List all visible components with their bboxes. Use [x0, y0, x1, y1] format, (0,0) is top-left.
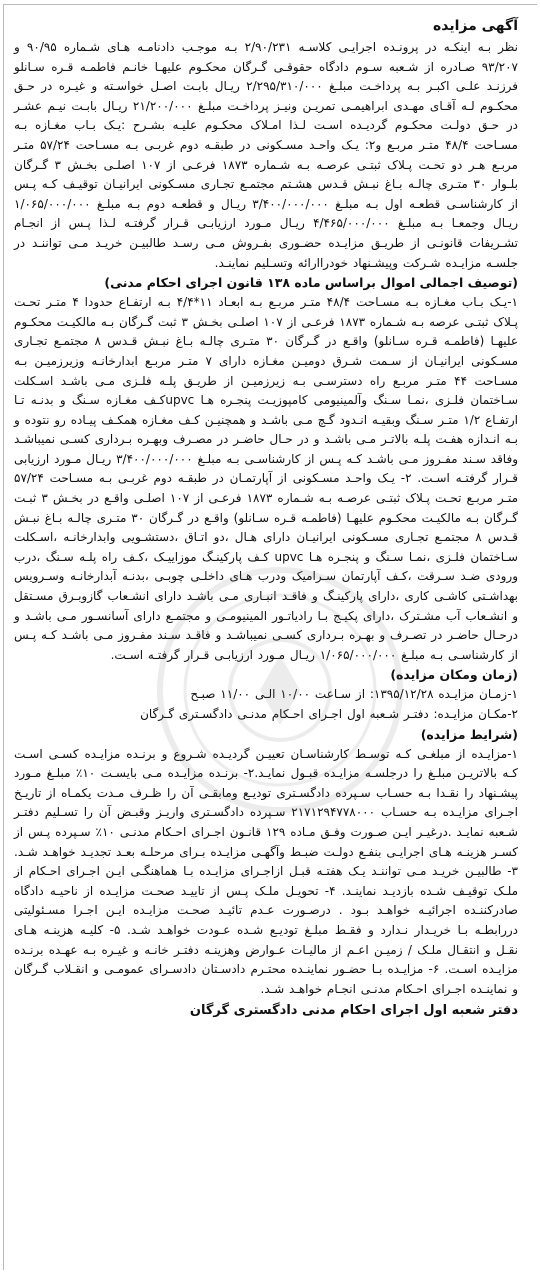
conditions-paragraph: ۱-مزایـده از مبلغـی کـه توسـط کارشناسـان تعییـن گردیـده شـروع و برنـده مزایـده کسـی اسـت کـه بالاتریـن مبلـغ را درجلسـه مزایـده قبـول نمایـد.۲- برنـده مزایـده مـی بایسـت ۱۰٪ مبلـغ مـورد پیشـنهاد را نقـدا بـه حسـاب سـپرده دادگسـتری تودیـع ومابقـی آن را ظـرف مـدت یکمـاه از تاریـخ اجـرای مزایـده بـه حسـاب ۲۱۷۱۲۹۴۷۷۸۰۰۰ سـپرده دادگسـتری واریـز وقبـض آن را تسـلیم دفتـر شـعبه نمایـد .درغیـر ایـن صـورت وفـق مـاده ۱۲۹ قانـون اجـرای احـکام مدنـی ۱۰٪ سـپرده پـس از کسـر هزینـه هـای اجرایـی بنفـع دولـت ضبـط وآگهـی مزایـده بـرای مرحلـه بعـد تجدیـد خواهـد شـد. ۳- طالبیـن خریـد مـی تواننـد یـک هفتـه قبـل ازاجـرای مزایـده بـا هماهنگـی ایـن اجـرای احـکام از ملـک توقیـف شـده بازدیـد نماینـد. ۴- تحویـل ملـک پـس از تاییـد صحـت مزایـده از ناحیـه دادگاه صادرکننـده اجرائیـه خواهـد بـود . درصـورت عـدم تائیـد صحـت مزایـده ایـن اجـرا مسـئولیتی دررابطـه بـا خریـدار نـدارد و فقـط مبلـغ تودیـع شـده عـودت خواهـد شـد. ۵- کلیـه هزینـه هـای نقـل و انتقـال ملـک / زمیـن اعـم از مالیـات عـوارض وهزینـه دفتـر خانـه و غیـره بـه عهـده برنـده مزایـده اسـت. ۶- مزایـده بـا حضـور نماینـده محتـرم دادسـتان دادسـرای عمومـی و انقـلاب گـرگان و نماینـده اجـرای احـکام مدنـی انجـام خواهـد شـد. — [14, 746, 519, 996]
intro-paragraph: نظر بـه اینکـه در پرونـده اجرایـی کلاسـه ۲/۹۰/۲۳۱ بـه موجـب دادنامـه هـای شـماره ۹۰/۹۵ و ۹۳/۲۰۷ صـادره از شـعبه سـوم دادگاه حقوقـی گـرگان محکـوم علیهـا خانـم فاطمـه قـره سـانلو فرزنـد علـی اکبـر بـه پرداخـت مبلـغ ۲/۲۹۵/۳۱۰/۰۰۰ ریـال بابـت اصـل خواسـته و غیـره در حـق محکـوم لـه آقـای مهـدی ابراهیمـی تمریـن ونیـز پرداخـت مبلـغ ۲۱/۲۰۰/۰۰۰ ریـال بابـت نیـم عشـر در حـق دولـت محکـوم گردیـده اسـت لـذا امـلاک محکـوم علیـه بشـرح :یـک بـاب مغـازه بـه مسـاحت ۴۸/۴ متـر مربـع و۲: یـک واحـد مسـکونی در طبقـه دوم غربـی بـه مسـاحت ۵۷/۲۴ متـر مربـع هـر دو تحـت پـلاک ثبتـی عرصـه بـه شـماره ۱۸۷۳ فرعـی از ۱۰۷ اصلـی بخـش ۳ گـرگان بلـوار ۳۰ متـری چالـه بـاغ نبـش قـدس هشـتم مجتمـع تجـاری مسـکونی ایرانیـان توقیـف کـه پـس از کارشناسـی قطعـه اول بـه مبلـغ ۳/۴۰۰/۰۰۰/۰۰۰ ریـال و قطعـه دوم بـه مبلـغ ۱/۰۶۵/۰۰۰/۰۰۰ ریـال وجمعـا بـه مبلـغ ۴/۴۶۵/۰۰۰/۰۰۰ ریـال مـورد ارزیابـی قـرار گرفتـه لـذا پـس از انجـام تشـریفات قانونـی از طریـق مزایـده حضـوری بفـروش مـی رسـد طالبیـن خریـد مـی تواننـد در جلسـه مزایـده شـرکت وپیشـنهاد خودراارائه وتسـلیم نماینـد. — [14, 40, 518, 270]
description-heading: (توصیف اجمالی اموال براساس ماده ۱۳۸ قانون اجرای احکام مدنی) — [104, 275, 518, 291]
top-border — [3, 4, 537, 5]
description-paragraph: ۱-یـک بـاب مغـازه بـه مسـاحت ۴۸/۴ متـر مربـع بـه ابعـاد ۱۱*۴/۴ بـه ارتفـاع حدودا ۴ متـر تحـت پـلاک ثبتـی عرصه بـه شـماره ۱۸۷۳ فرعـی از ۱۰۷ اصلـی بخـش ۳ ثبت گـرگان بـه مالکیـت محکـوم علیهـا (فاطمـه قـره سـانلو) واقـع در گـرگان ۳۰ متـری چالـه بـاغ نبـش قـدس ۸ مجتمـع تجـاری مسـکونی ایرانیـان از سـمت شـرق دومیـن مغـازه دارای ۷ متـر مربـع ابدارخانـه وزیرزمیـن بـه مسـاحت ۴۴ متـر مربـع راه دسترسـی بـه زیرزمیـن از طریـق پلـه فلـزی مـی باشـد اسـکلت سـاختمان فلـزی ،نمـا سـنگ وآلمینیومی کامپوزیـت پنجـره هـا upvcکـف مغـازه سـنگ و بدنـه تـا ارتفـاع ۱/۲ متـر سـنگ وبقیـه انـدود گـچ مـی باشـد و همچنیـن کـف مغـازه همکـف پیـاده رو نتوده و بـه انـدازه هفـت پلـه بالاتـر مـی باشـد و در حـال حاضـر در مصـرف وبهـره بـرداری کسـی نمیباشـد وفاقد سـند مفـروز مـی باشـد کـه پـس از کارشناسـی بـه مبلـغ ۳/۴۰۰/۰۰۰/۰۰۰ ریـال مـورد ارزیابی قـرار گرفتـه اسـت. ۲- یـک واحـد مسـکونی از آپارتمـان در طبقـه دوم غربـی بـه مسـاحت ۵۷/۲۴ متـر مربـع تحـت پـلاک ثبتـی عرصـه بـه شـماره ۱۸۷۳ فرعـی از ۱۰۷ اصلـی واقـع در بخـش ۳ ثبـت گـرگان بـه مالکیـت محکـوم علیهـا (فاطمـه قـره سـانلو) واقـع در گـرگان ۳۰ متـری چالـه بـاغ نبـش قـدس ۸ مجتمـع تجـاری مسـکونی ایرانیـان دارای هـال ،دو اتـاق ،دستشـویی وابدارخانـه ،اسـکلت سـاختمان فلـزی ،نمـا سـنگ و پنجـره هـا upvc کـف پارکینـگ موزاییـک ،کـف راه پلـه سـنگ ،درب ورودی ضـد سـرقت ،کـف آپارتمان سـرامیک ودرب هـای داخلـی چوبـی ،بدنـه آبدارخانـه وسـرویس بهداشـتی کاشـی کاری ،دارای پارکینـگ و فاقـد انبـاری مـی باشـد دارای انشـعاب گازوبـرق مسـتقل و انشـعاب آب مشـترک ،دارای پکیـج بـا رادیاتـور المینیومـی و مجتمـع دارای آسانسـور مـی باشـد و درحـال حاضـر در تصـرف و بهـره بـرداری کسـی نمیباشـد و فاقـد سـند مفـروز مـی باشـد کـه پـس از کارشناسـی بـه مبلـغ ۱/۰۶۵/۰۰۰/۰۰۰ ریـال مـورد ارزیابـی قـرار گرفتـه اسـت. — [14, 295, 519, 662]
left-border — [3, 4, 4, 1270]
notice-title: آگهی مزایده — [432, 18, 518, 34]
conditions-heading: (شرایط مزایده) — [420, 726, 518, 742]
time-place-heading: (زمان ومکان مزایده) — [390, 667, 518, 683]
signature-footer: دفتر شعبه اول اجرای احکام مدنی دادگستری گرگان — [189, 1003, 518, 1019]
auction-time: ۱-زمـان مزایـده ۱۳۹۵/۱۲/۲۸: از سـاعت ۱۰/۰۰ الـی ۱۱/۰۰ صبـح — [190, 687, 518, 702]
auction-place: ۲-مکـان مزایـده: دفتـر شـعبه اول اجـرای احـکام مدنـی دادگسـتری گـرگان — [140, 707, 518, 721]
